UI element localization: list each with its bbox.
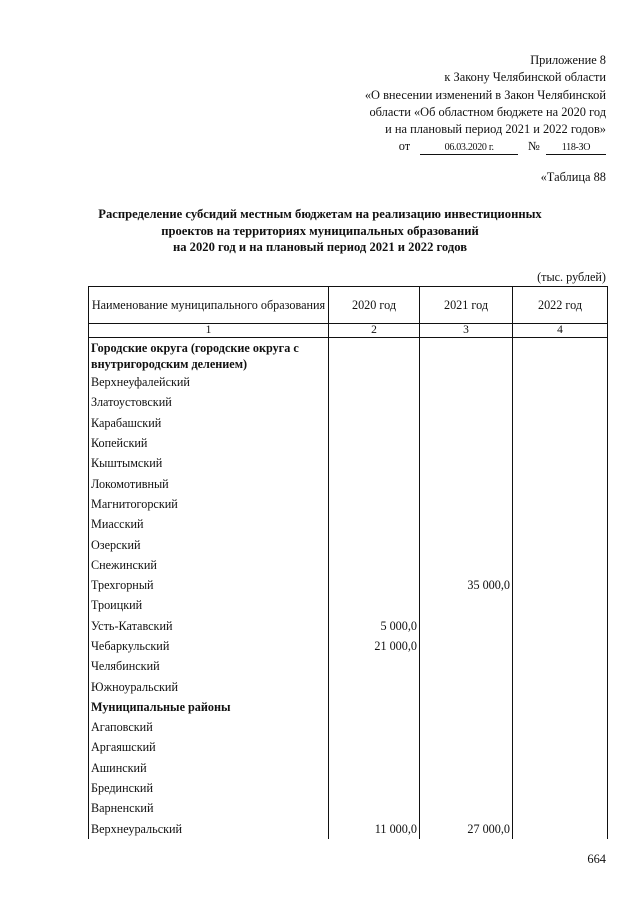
row-name: Карабашский bbox=[89, 413, 329, 433]
row-value-2021 bbox=[420, 338, 513, 373]
row-value-2021 bbox=[420, 717, 513, 737]
table-row bbox=[89, 392, 608, 412]
row-value-2022 bbox=[513, 717, 608, 737]
column-number: 2 bbox=[329, 324, 420, 338]
title-line: проектов на территориях муниципальных образований bbox=[161, 223, 479, 238]
header-name: Наименование муниципального образования bbox=[89, 287, 329, 324]
table-row bbox=[89, 514, 608, 534]
row-value-2022 bbox=[513, 819, 608, 839]
row-value-2022 bbox=[513, 778, 608, 798]
table-row bbox=[89, 616, 608, 636]
row-name: Миасский bbox=[89, 514, 329, 534]
date-value: 06.03.2020 г. bbox=[420, 141, 518, 155]
row-value-2021 bbox=[420, 473, 513, 493]
row-value-2020 bbox=[329, 392, 420, 412]
column-number-row bbox=[89, 324, 608, 338]
header-2022: 2022 год bbox=[513, 287, 608, 324]
row-value-2022 bbox=[513, 555, 608, 575]
row-value-2021: 35 000,0 bbox=[420, 575, 513, 595]
annex-date-line bbox=[306, 138, 606, 155]
row-name: Верхнеуфалейский bbox=[89, 372, 329, 392]
row-value-2020 bbox=[329, 338, 420, 373]
column-number: 3 bbox=[420, 324, 513, 338]
row-value-2020 bbox=[329, 413, 420, 433]
row-value-2020 bbox=[329, 676, 420, 696]
row-name: Городские округа (городские округа с внутригородским делением) bbox=[89, 338, 329, 373]
row-value-2020 bbox=[329, 717, 420, 737]
table-row bbox=[89, 413, 608, 433]
units-label: (тыс. рублей) bbox=[537, 270, 606, 284]
header-2020: 2020 год bbox=[329, 287, 420, 324]
table-row bbox=[89, 595, 608, 615]
row-value-2021 bbox=[420, 676, 513, 696]
row-value-2021 bbox=[420, 656, 513, 676]
row-value-2022 bbox=[513, 534, 608, 554]
row-value-2020 bbox=[329, 372, 420, 392]
column-number: 4 bbox=[513, 324, 608, 338]
row-value-2020 bbox=[329, 758, 420, 778]
row-value-2022 bbox=[513, 372, 608, 392]
row-value-2020 bbox=[329, 433, 420, 453]
row-name: Агаповский bbox=[89, 717, 329, 737]
row-name: Трехгорный bbox=[89, 575, 329, 595]
row-name: Локомотивный bbox=[89, 473, 329, 493]
row-value-2021 bbox=[420, 595, 513, 615]
document-title bbox=[60, 206, 580, 256]
row-value-2021 bbox=[420, 758, 513, 778]
table-row bbox=[89, 494, 608, 514]
row-value-2020 bbox=[329, 473, 420, 493]
row-name: Троицкий bbox=[89, 595, 329, 615]
law-number: 118-ЗО bbox=[546, 141, 606, 155]
row-value-2021 bbox=[420, 534, 513, 554]
table-row bbox=[89, 575, 608, 595]
row-value-2022 bbox=[513, 758, 608, 778]
row-value-2021 bbox=[420, 697, 513, 717]
row-value-2020: 21 000,0 bbox=[329, 636, 420, 656]
row-value-2020 bbox=[329, 494, 420, 514]
row-name: Снежинский bbox=[89, 555, 329, 575]
row-name: Кыштымский bbox=[89, 453, 329, 473]
title-line: Распределение субсидий местным бюджетам на реализацию инвестиционных bbox=[98, 207, 542, 221]
row-value-2020 bbox=[329, 534, 420, 554]
row-value-2022 bbox=[513, 616, 608, 636]
row-name: Чебаркульский bbox=[89, 636, 329, 656]
row-value-2020 bbox=[329, 555, 420, 575]
annex-block bbox=[306, 52, 606, 156]
row-name: Ашинский bbox=[89, 758, 329, 778]
table-row bbox=[89, 778, 608, 798]
row-value-2020 bbox=[329, 656, 420, 676]
row-value-2020 bbox=[329, 737, 420, 757]
row-value-2022 bbox=[513, 656, 608, 676]
number-sign: № bbox=[528, 139, 540, 154]
table-row bbox=[89, 737, 608, 757]
row-name: Златоустовский bbox=[89, 392, 329, 412]
table-row bbox=[89, 656, 608, 676]
column-number: 1 bbox=[89, 324, 329, 338]
row-value-2020: 11 000,0 bbox=[329, 819, 420, 839]
table-row bbox=[89, 676, 608, 696]
row-value-2021 bbox=[420, 392, 513, 412]
title-line: на 2020 год и на плановый период 2021 и 2022 годов bbox=[172, 240, 468, 254]
row-value-2021 bbox=[420, 453, 513, 473]
table-row bbox=[89, 717, 608, 737]
page-number: 664 bbox=[587, 852, 606, 866]
row-value-2020 bbox=[329, 514, 420, 534]
row-value-2022 bbox=[513, 453, 608, 473]
row-value-2022 bbox=[513, 676, 608, 696]
row-value-2021 bbox=[420, 737, 513, 757]
table-label: «Таблица 88 bbox=[540, 170, 606, 184]
date-prefix: от bbox=[398, 139, 411, 154]
annex-line: и на плановый период 2021 и 2022 годов» bbox=[385, 122, 606, 137]
row-name: Муниципальные районы bbox=[89, 697, 329, 717]
table-row bbox=[89, 798, 608, 818]
row-value-2020 bbox=[329, 778, 420, 798]
subsidy-table bbox=[88, 286, 608, 839]
table-group-row bbox=[89, 338, 608, 373]
row-value-2021 bbox=[420, 555, 513, 575]
row-value-2022 bbox=[513, 636, 608, 656]
row-value-2022 bbox=[513, 392, 608, 412]
table-group-row bbox=[89, 697, 608, 717]
row-value-2022 bbox=[513, 433, 608, 453]
row-value-2022 bbox=[513, 575, 608, 595]
annex-line: к Закону Челябинской области bbox=[444, 70, 606, 85]
row-value-2022 bbox=[513, 798, 608, 818]
row-name: Копейский bbox=[89, 433, 329, 453]
table-body bbox=[89, 338, 608, 839]
row-name: Магнитогорский bbox=[89, 494, 329, 514]
row-value-2021 bbox=[420, 798, 513, 818]
row-value-2021 bbox=[420, 413, 513, 433]
row-name: Челябинский bbox=[89, 656, 329, 676]
row-value-2021 bbox=[420, 616, 513, 636]
table-row bbox=[89, 372, 608, 392]
row-name: Озерский bbox=[89, 534, 329, 554]
row-value-2022 bbox=[513, 413, 608, 433]
row-value-2022 bbox=[513, 338, 608, 373]
table-row bbox=[89, 758, 608, 778]
table-row bbox=[89, 819, 608, 839]
row-name: Южноуральский bbox=[89, 676, 329, 696]
annex-line: «О внесении изменений в Закон Челябинской bbox=[364, 87, 606, 102]
row-value-2021 bbox=[420, 636, 513, 656]
row-value-2021 bbox=[420, 494, 513, 514]
row-value-2021 bbox=[420, 433, 513, 453]
header-2021: 2021 год bbox=[420, 287, 513, 324]
table-row bbox=[89, 636, 608, 656]
row-value-2020: 5 000,0 bbox=[329, 616, 420, 636]
row-value-2020 bbox=[329, 595, 420, 615]
row-value-2022 bbox=[513, 473, 608, 493]
row-name: Аргаяшский bbox=[89, 737, 329, 757]
row-value-2021 bbox=[420, 778, 513, 798]
table-row bbox=[89, 473, 608, 493]
table-row bbox=[89, 555, 608, 575]
table-row bbox=[89, 453, 608, 473]
row-name: Верхнеуральский bbox=[89, 819, 329, 839]
row-value-2020 bbox=[329, 453, 420, 473]
table-row bbox=[89, 433, 608, 453]
row-name: Усть-Катавский bbox=[89, 616, 329, 636]
row-value-2022 bbox=[513, 595, 608, 615]
row-value-2021 bbox=[420, 514, 513, 534]
row-value-2022 bbox=[513, 697, 608, 717]
row-value-2022 bbox=[513, 494, 608, 514]
annex-line: Приложение 8 bbox=[530, 53, 606, 67]
annex-line: области «Об областном бюджете на 2020 год bbox=[369, 104, 606, 119]
row-value-2021 bbox=[420, 372, 513, 392]
row-value-2020 bbox=[329, 575, 420, 595]
table-row bbox=[89, 534, 608, 554]
row-value-2020 bbox=[329, 697, 420, 717]
row-value-2022 bbox=[513, 737, 608, 757]
row-value-2020 bbox=[329, 798, 420, 818]
row-name: Брединский bbox=[89, 778, 329, 798]
row-value-2022 bbox=[513, 514, 608, 534]
table-header-row bbox=[89, 287, 608, 324]
row-name: Варненский bbox=[89, 798, 329, 818]
row-value-2021: 27 000,0 bbox=[420, 819, 513, 839]
